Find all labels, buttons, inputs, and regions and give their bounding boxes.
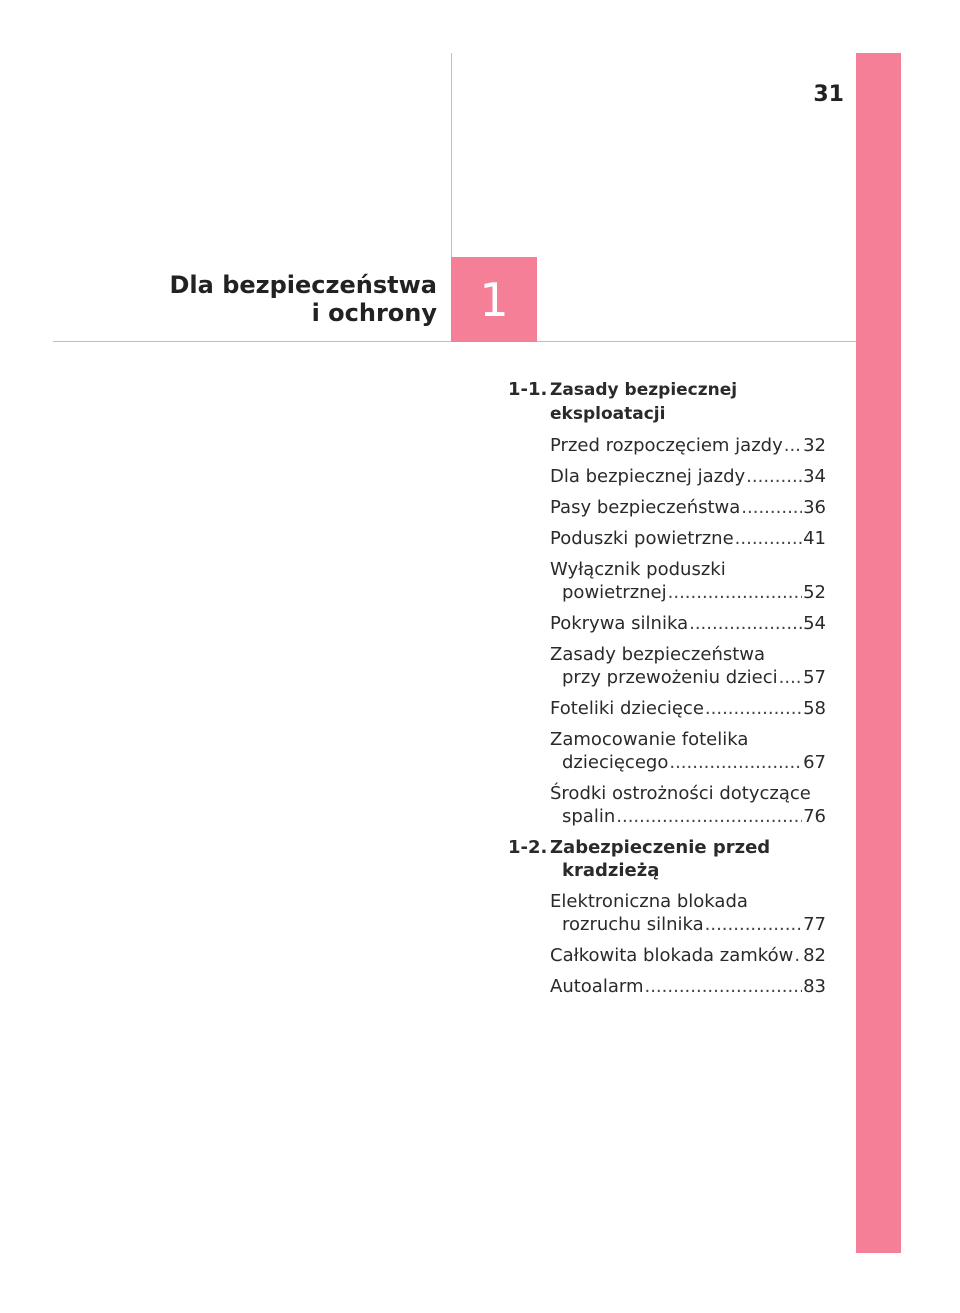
entry-page: 41 (803, 528, 826, 549)
chapter-title-line1: Dla bezpieczeństwa (169, 271, 437, 299)
section-title-line2: kradzieżą (562, 860, 660, 881)
entry-title: Foteliki dziecięce (550, 698, 704, 719)
chapter-title (170, 271, 438, 327)
toc-entry[interactable] (500, 697, 826, 720)
entry-title-line1: Wyłącznik poduszki (550, 559, 726, 580)
entry-title: Pokrywa silnika (550, 613, 689, 634)
chapter-number-box (451, 257, 537, 342)
entry-title: Całkowita blokada zamków (550, 945, 794, 966)
toc-entry[interactable] (500, 782, 826, 828)
entry-title: Pasy bezpieczeństwa (550, 497, 741, 518)
entry-page: 76 (803, 806, 826, 827)
chapter-title-line2: i ochrony (311, 299, 437, 327)
section-number: 1-1. (508, 379, 548, 400)
dot-leader (669, 751, 802, 774)
entry-title-line2: spalin (562, 806, 616, 827)
toc-entry[interactable] (500, 465, 826, 488)
section-heading[interactable] (500, 836, 826, 882)
dot-leader (689, 612, 802, 635)
entry-title-line2: dziecięcego (562, 752, 669, 773)
entry-page: 67 (803, 752, 826, 773)
dot-leader (779, 666, 802, 689)
toc-entry[interactable] (500, 890, 826, 936)
entry-page: 32 (803, 435, 826, 456)
toc-entry[interactable] (500, 975, 826, 998)
entry-title-line1: Zasady bezpieczeństwa (550, 644, 766, 665)
toc-entry[interactable] (500, 558, 826, 604)
entry-title: Dla bezpiecznej jazdy (550, 466, 746, 487)
dot-leader (644, 975, 802, 998)
entry-title: Poduszki powietrzne (550, 528, 734, 549)
dot-leader (741, 496, 802, 519)
entry-page: 54 (803, 613, 826, 634)
entry-page: 52 (803, 582, 826, 603)
section-title-line1: Zabezpieczenie przed (550, 837, 771, 858)
section-title: Zasady bezpiecznej eksploatacji (550, 380, 738, 424)
section-number: 1-2. (508, 837, 548, 858)
entry-title: Autoalarm (550, 976, 644, 997)
entry-page: 77 (803, 914, 826, 935)
chapter-number: 1 (479, 272, 509, 327)
section-heading[interactable] (500, 378, 826, 426)
entry-title-line2: powietrznej (562, 582, 667, 603)
toc-entry[interactable] (500, 728, 826, 774)
dot-leader (746, 465, 802, 488)
dot-leader (784, 434, 802, 457)
entry-title: Przed rozpoczęciem jazdy (550, 435, 783, 456)
dot-leader (668, 581, 802, 604)
toc-entry[interactable] (500, 527, 826, 550)
side-tab (856, 53, 901, 1253)
toc-entry[interactable] (500, 944, 826, 967)
entry-title-line1: Środki ostrożności dotyczące (550, 783, 811, 804)
toc-entry[interactable] (500, 612, 826, 635)
dot-leader (794, 944, 802, 967)
entry-title-line2: przy przewożeniu dzieci (562, 667, 778, 688)
entry-page: 58 (803, 698, 826, 719)
entry-title-line1: Elektroniczna blokada (550, 891, 748, 912)
toc-entry[interactable] (500, 434, 826, 457)
dot-leader (705, 913, 802, 936)
toc-entry[interactable] (500, 643, 826, 689)
toc-entry[interactable] (500, 496, 826, 519)
entry-title-line2: rozruchu silnika (562, 914, 704, 935)
entry-title-line1: Zamocowanie fotelika (550, 729, 749, 750)
dot-leader (735, 527, 802, 550)
table-of-contents (500, 378, 826, 1006)
dot-leader (705, 697, 802, 720)
entry-page: 83 (803, 976, 826, 997)
entry-page: 82 (803, 945, 826, 966)
entry-page: 57 (803, 667, 826, 688)
dot-leader (616, 805, 802, 828)
entry-page: 34 (803, 466, 826, 487)
page-number: 31 (813, 82, 844, 107)
entry-page: 36 (803, 497, 826, 518)
